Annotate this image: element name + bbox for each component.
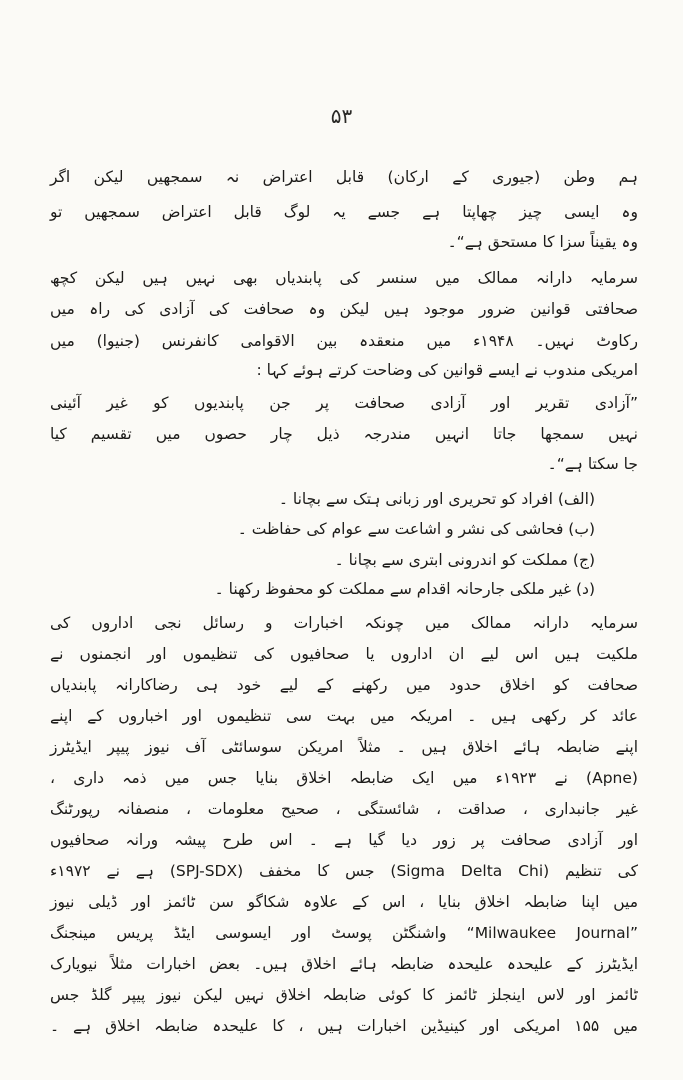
quote-line: ”آزادی تقریر اور آزادی صحافت پر جن پابندیوں کو غیر آئینی (50, 394, 638, 412)
text-line: رکاوٹ نہیں۔ ۱۹۴۸ء میں منعقدہ بین الاقوامی کانفرنس (جنیوا) میں (50, 332, 638, 350)
list-item: (ب) فحاشی کی نشر و اشاعت سے عوام کی حفاظت ۔ (237, 520, 595, 538)
text-line: میں اپنا ضابطہ اخلاق بنایا ، اس کے علاوہ شکاگو سن ٹائمز اور ڈیلی نیوز (50, 893, 638, 911)
text-line: وہ یقیناً سزا کا مستحق ہے“۔ (447, 233, 638, 251)
text-line: ٹائمز اور لاس اینجلز ٹائمز کا کوئی ضابطہ اخلاق نہیں لیکن نیوز پیپر گلڈ جس (50, 986, 638, 1004)
text-line: اپنے ضابطہ ہائے اخلاق ہیں ۔ مثلاً امریکن سوسائٹی آف نیوز پیپر ایڈیٹرز (50, 738, 638, 756)
text-line: میں ۱۵۵ امریکی اور کینیڈین اخبارات ہیں ، کا علیحدہ ضابطہ اخلاق ہے ۔ (50, 1017, 638, 1035)
text-line: سرمایہ دارانہ ممالک میں چونکہ اخبارات و رسائل نجی اداروں کی (50, 614, 638, 632)
quote-line: جا سکتا ہے“۔ (547, 455, 638, 473)
text-line: ”Milwaukee Journal“ واشنگٹن پوسٹ اور ایسوسی ایٹڈ پریس مینجنگ (50, 924, 639, 942)
text-line: (Apne) نے ۱۹۲۳ء میں ایک ضابطہ اخلاق بنایا جس میں ذمہ داری ، (50, 769, 638, 787)
quote-line: نہیں سمجھا جاتا انہیں مندرجہ ذیل چار حصوں میں تقسیم کیا (50, 425, 638, 443)
text-line: صحافتی قوانین ضرور موجود ہیں لیکن وہ صحافت کی آزادی کی راہ میں (50, 300, 638, 318)
text-line: ملکیت ہیں اس لیے ان اداروں یا صحافیوں کی تنظیموں اور انجمنوں نے (50, 645, 638, 663)
page-number: ۵۳ (330, 104, 353, 128)
list-item: (الف) افراد کو تحریری اور زبانی ہتک سے بچانا ۔ (278, 490, 595, 508)
list-item: (د) غیر ملکی جارحانہ اقدام سے مملکت کو محفوظ رکھنا ۔ (214, 580, 595, 598)
text-line: امریکی مندوب نے ایسے قوانین کی وضاحت کرتے ہوئے کہا : (256, 361, 638, 379)
text-line: کی تنظیم (Sigma Delta Chi) جس کا مخفف (SPJ-SDX) ہے نے ۱۹۷۲ء (50, 862, 638, 880)
text-line: عائد کر رکھی ہیں ۔ امریکہ میں بہت سی تنظیموں اور اخباروں کے اپنے (50, 707, 638, 725)
text-line: ہم وطن (جیوری کے ارکان) قابل اعتراض نہ سمجھیں لیکن اگر (50, 168, 638, 186)
text-line: وہ ایسی چیز چھاپتا ہے جسے یہ لوگ قابل اعتراض سمجھیں تو (50, 203, 638, 221)
text-line: ایڈیٹرز کے علیحدہ علیحدہ ضابطہ ہائے اخلاق ہیں۔ بعض اخبارات مثلاً نیویارک (50, 955, 638, 973)
text-line: سرمایہ دارانہ ممالک میں سنسر کی پابندیاں بھی نہیں ہیں لیکن کچھ (50, 269, 638, 287)
list-item: (ج) مملکت کو اندرونی ابتری سے بچانا ۔ (334, 551, 595, 569)
text-line: اور آزادی صحافت پر زور دیا گیا ہے ۔ اس طرح پیشہ ورانہ صحافیوں (50, 831, 638, 849)
text-line: صحافت کو اخلاق حدود میں رکھنے کے لیے خود ہی رضاکارانہ پابندیاں (50, 676, 638, 694)
text-line: غیر جانبداری ، صداقت ، شائستگی ، صحیح معلومات ، منصفانہ رپورٹنگ (50, 800, 638, 818)
